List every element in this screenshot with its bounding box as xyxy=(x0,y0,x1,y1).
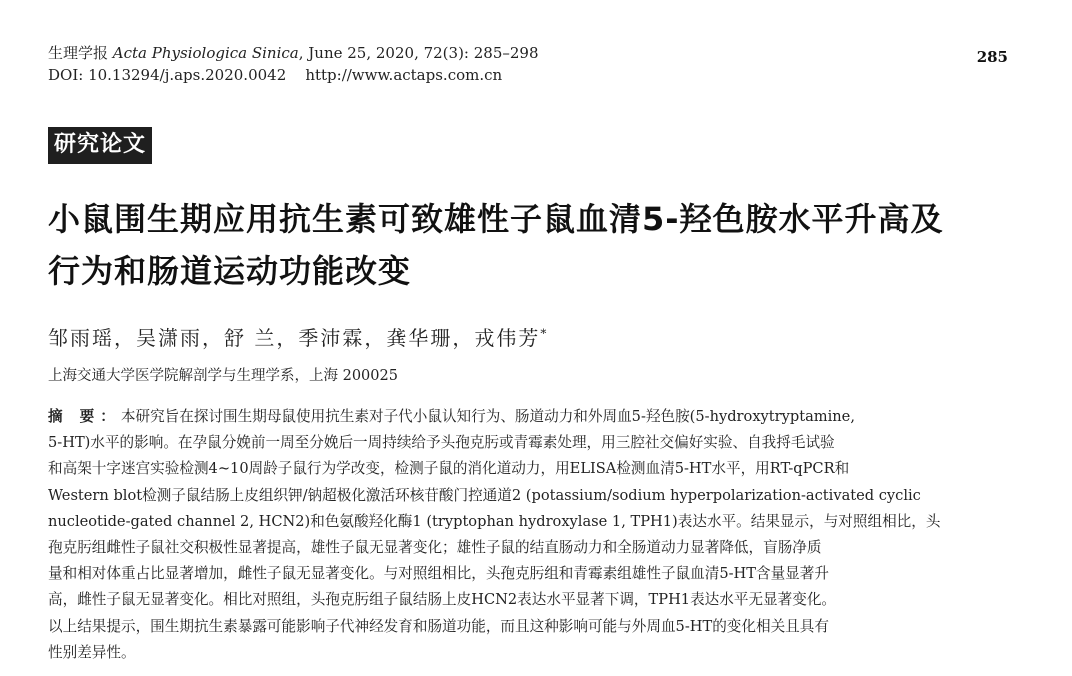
doi-line xyxy=(48,64,698,86)
abstract-line: 孢克肟组雌性子鼠社交积极性显著提高，雄性子鼠无显著变化；雄性子鼠的结直肠动力和全肠道动力显著降低，盲肠净质 xyxy=(48,539,822,557)
doi: DOI: 10.13294/j.aps.2020.0042 xyxy=(48,66,287,84)
abstract-line xyxy=(48,404,1010,430)
abstract-line: nucleotide-gated channel 2, HCN2)和色氨酸羟化酶1 (tryptophan hydroxylase 1, TPH1)表达水平。结果显示，与对照组相比，头 xyxy=(48,512,941,530)
abstract-label: 摘 要： xyxy=(48,408,121,425)
abstract xyxy=(48,404,1010,666)
authors-text: 邹雨瑶，吴潇雨，舒 兰，季沛霖，龚华珊，戎伟芳 xyxy=(48,326,541,350)
author-affiliation: 上海交通大学医学院解剖学与生理学系，上海 200025 xyxy=(48,368,398,384)
abstract-line: 量和相对体重占比显著增加，雌性子鼠无显著变化。与对照组相比，头孢克肟组和青霉素组雄性子鼠血清5-HT含量显著升 xyxy=(48,565,829,583)
issue-info: , June 25, 2020, 72(3): 285–298 xyxy=(298,44,539,62)
title-line-1: 小鼠围生期应用抗生素可致雄性子鼠血清5-羟色胺水平升高及 xyxy=(48,200,944,238)
abstract-line: 性别差异性。 xyxy=(48,643,136,661)
abstract-text: 本研究旨在探讨围生期母鼠使用抗生素对子代小鼠认知行为、肠道动力和外周血5-羟色胺(5-hydroxytryptamine, xyxy=(120,408,855,425)
corresponding-author-mark: * xyxy=(540,326,549,341)
abstract-line: Western blot检测子鼠结肠上皮组织钾/钠超极化激活环核苷酸门控通道2 (potassium/sodium hyperpolarization-activated cyclic xyxy=(48,486,921,504)
article-category-label: 研究论文 xyxy=(48,127,152,164)
abstract-line: 高，雌性子鼠无显著变化。相比对照组，头孢克肟组子鼠结肠上皮HCN2表达水平显著下调，TPH1表达水平无显著变化。 xyxy=(48,591,837,609)
journal-citation xyxy=(48,42,698,64)
abstract-line: 以上结果提示，围生期抗生素暴露可能影响子代神经发育和肠道功能，而且这种影响可能与外周血5-HT的变化相关且具有 xyxy=(48,617,829,635)
journal-name-en: Acta Physiologica Sinica xyxy=(112,44,299,62)
journal-url[interactable]: http://www.actaps.com.cn xyxy=(305,66,503,84)
journal-name-cn: 生理学报 xyxy=(48,44,109,62)
page-number: 285 xyxy=(976,48,1008,66)
abstract-line: 5-HT)水平的影响。在孕鼠分娩前一周至分娩后一周持续给予头孢克肟或青霉素处理，用三腔社交偏好实验、自我捋毛试验 xyxy=(48,434,835,452)
journal-header xyxy=(48,42,698,86)
article-title xyxy=(48,193,1023,297)
author-list xyxy=(48,323,548,353)
abstract-line: 和高架十字迷宫实验检测4~10周龄子鼠行为学改变，检测子鼠的消化道动力，用ELISA检测血清5-HT水平，用RT-qPCR和 xyxy=(48,460,850,478)
title-line-2: 行为和肠道运动功能改变 xyxy=(48,252,412,290)
